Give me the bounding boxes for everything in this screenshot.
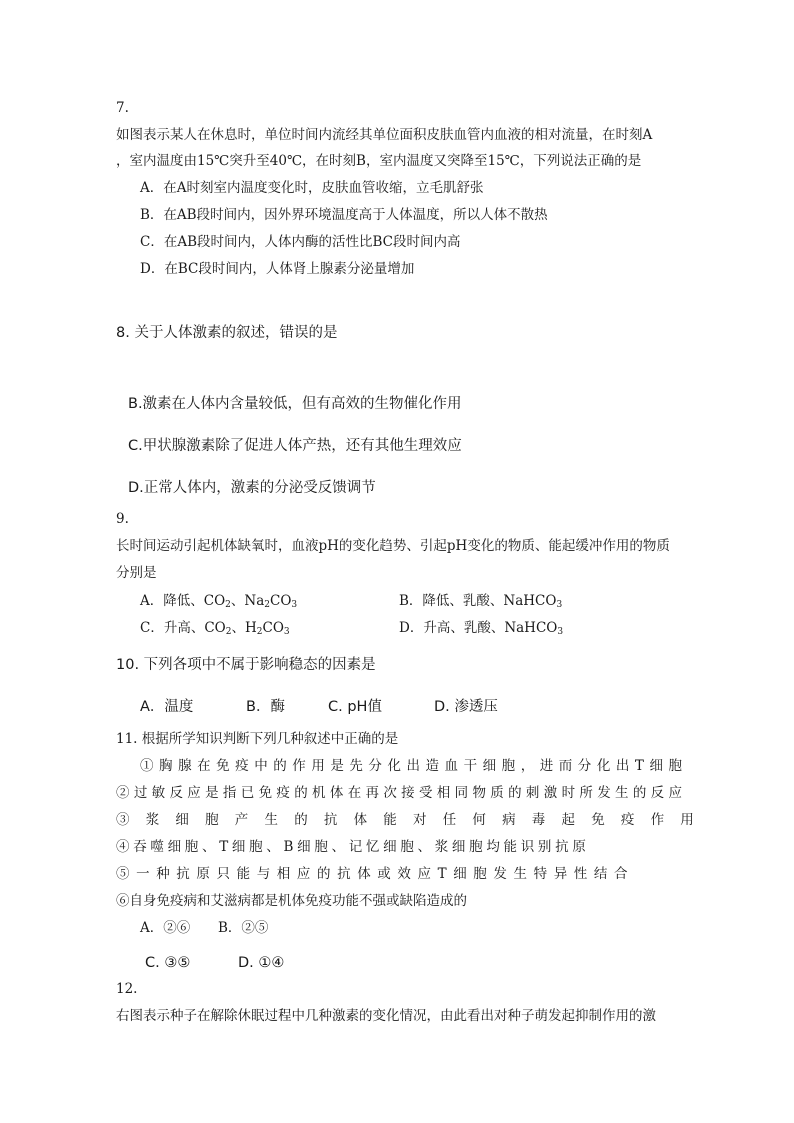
q8-stem: 8. 关于人体激素的叙述，错误的是 [116,325,338,341]
q7-option-b: B．在AB段时间内，因外界环境温度高于人体温度，所以人体不散热 [140,207,548,223]
q11-item-6: ⑥自身免疫病和艾滋病都是机体免疫功能不强或缺陷造成的 [116,893,467,909]
q9-option-c: C．升高、$CO_2$、$H_2CO_3$ [140,620,290,637]
q7-option-d: D．在BC段时间内，人体肾上腺素分泌量增加 [140,261,415,277]
q11-option-b: B．②⑤ [218,920,269,936]
q11-item-3: ③浆细胞产生的抗体能对任何病毒起免疫作用 [116,812,710,828]
q9-stem-line1: 长时间运动引起机体缺氧时，血液pH的变化趋势、引起pH变化的物质、能起缓冲作用的物质 [116,538,670,554]
q7-stem-line1: 如图表示某人在休息时，单位时间内流经其单位面积皮肤血管内血液的相对流量，在时刻A [116,127,653,143]
q11-option-c: C. ③⑤ [145,955,191,971]
q11-item-5: ⑤一种抗原只能与相应的抗体或效应T细胞发生特异性结合 [116,866,635,882]
q11-item-1: ①胸腺在免疫中的作用是先分化出造血干细胞，进而分化出T细胞 [140,758,682,774]
q8-option-d: D.正常人体内，激素的分泌受反馈调节 [128,480,376,496]
q11-option-a: A．②⑥ [140,920,191,936]
q7-option-c: C．在AB段时间内，人体内酶的活性比BC段时间内高 [140,234,461,250]
q10-option-b: B．酶 [246,699,285,715]
q9-option-b: B．降低、乳酸、NaHCO$_3$ [399,593,563,610]
q10-option-a: A．温度 [140,699,194,715]
q7-option-a: A．在A时刻室内温度变化时，皮肤血管收缩，立毛肌舒张 [140,180,484,196]
q11-item-2: ②过敏反应是指已免疫的机体在再次接受相同物质的刺激时所发生的反应 [116,785,682,801]
q9-option-a: A．降低、$CO_2$、$Na_2CO_3$ [140,593,298,610]
q9-stem-line2: 分别是 [116,565,157,581]
q9-number: 9. [116,511,129,527]
q7-number: 7. [116,100,129,116]
q10-stem: 10. 下列各项中不属于影响稳态的因素是 [116,657,376,673]
q8-option-b: B.激素在人体内含量较低，但有高效的生物催化作用 [128,396,462,412]
q8-option-c: C.甲状腺激素除了促进人体产热，还有其他生理效应 [128,438,462,454]
q12-stem-line1: 右图表示种子在解除休眠过程中几种激素的变化情况，由此看出对种子萌发起抑制作用的激 [116,1008,656,1024]
q11-option-d: D. ①④ [238,955,285,971]
q7-stem-line2: ，室内温度由15℃突升至40℃，在时刻B，室内温度又突降至15℃，下列说法正确的是 [116,153,642,169]
q9-option-d: D．升高、乳酸、NaHCO$_3$ [399,620,564,637]
q11-item-4: ④吞噬细胞、T细胞、B细胞、记忆细胞、浆细胞均能识别抗原 [116,839,590,855]
q10-option-d: D. 渗透压 [434,699,498,715]
q10-option-c: C. pH值 [328,699,382,715]
q12-number: 12. [116,981,138,997]
q11-stem: 11. 根据所学知识判断下列几种叙述中正确的是 [116,731,399,747]
